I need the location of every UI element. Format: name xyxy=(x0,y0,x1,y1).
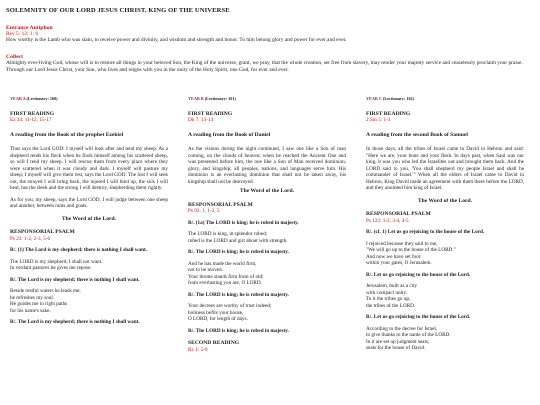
word-of-lord: The Word of the Lord. xyxy=(239,188,295,194)
first-reading-ref[interactable]: 2 Sm 5: 1-3 xyxy=(366,117,391,123)
first-reading-heading: FIRST READING xyxy=(366,110,411,117)
psalm-verse: Jerusalem, built as a city with compact unity. To it the tribes go up, the tribes of the LORD. xyxy=(366,283,418,309)
second-reading-ref[interactable]: Rv 1: 5-8 xyxy=(188,346,208,353)
year-a-label: YEAR A (Lectionary: 160) xyxy=(10,96,58,101)
psalm-response: R/. (cf. 1) Let us go rejoicing to the house of the Lord. xyxy=(366,229,485,235)
psalm-verse: Your decrees are worthy of trust indeed; holiness befits your house, O LORD, for length of days. xyxy=(188,303,272,322)
first-reading-heading: FIRST READING xyxy=(188,110,233,117)
reading-paragraph: In those days, all the tribes of Israel came to David in Hebron and said: "Here we are, your bone and your flesh. In days past, when Saul was our king, it was you who led the Israelites out and brought them back. And the LORD said to you, 'You shall shepherd my people Israel and shall be commander of Israel.'" When all the elders of Israel came to David in Hebron, King David made an agreement with them there before the LORD, and they anointed him king of Israel. xyxy=(366,146,524,191)
year-b-column xyxy=(188,96,346,353)
year-a-column xyxy=(10,96,168,326)
psalm-ref[interactable]: Ps 23: 1-2, 2-3, 5-6 xyxy=(10,235,51,242)
psalm-verse: According to the decree for Israel, to give thanks to the name of the LORD. In it are set up judgment seats, seats for the house of David. xyxy=(366,325,451,351)
psalm-response: R/. The Lord is my shepherd; there is nothing I shall want. xyxy=(10,319,140,325)
psalm-ref[interactable]: Ps 122: 1-2, 3-4, 4-5 xyxy=(366,217,409,224)
entrance-ref[interactable]: Rev 5: 12; 1: 6 xyxy=(6,31,39,37)
page-title: SOLEMNITY OF OUR LORD JESUS CHRIST, KING OF THE UNIVERSE xyxy=(6,7,230,14)
psalm-response: R/. The LORD is king; he is robed in majesty. xyxy=(188,327,289,334)
psalm-response: R/. The Lord is my shepherd; there is nothing I shall want. xyxy=(10,276,140,283)
psalm-heading: RESPONSORIAL PSALM xyxy=(10,229,75,235)
reading-title: A reading from the Book of the prophet Ezekiel xyxy=(10,131,124,138)
reading-paragraph: As for you, my sheep, says the Lord GOD, I will judge between one sheep and another, between rams and goats. xyxy=(10,196,168,209)
second-reading-heading: SECOND READING xyxy=(188,340,240,346)
collect-heading: Collect xyxy=(6,54,24,60)
first-reading-ref[interactable]: Dn 7: 13-14 xyxy=(188,117,214,123)
reading-paragraph: As the visions during the night continued, I saw one like a Son of man coming, on the clouds of heaven; when he reached the Ancient One and was presented before him, the one like a Son of Man received dominion, glory, and kingship; all peoples, nations, and languages serve him. His dominion is an everlasting dominion that shall not be taken away, his kingship shall not be destroyed. xyxy=(188,146,346,185)
psalm-verse: And he has made the world firm, not to be moved. Your throne stands firm from of old; from everlasting you are, O LORD. xyxy=(188,260,264,286)
year-c-column xyxy=(366,96,524,352)
psalm-response: R/. Let us go rejoicing to the house of the Lord. xyxy=(366,314,471,320)
psalm-verse: I rejoiced because they said to me, "We will go up to the house of the LORD." And now we have set foot within your gates, O Jerusalem. xyxy=(366,240,456,266)
psalm-response: R/. The LORD is king; he is robed in majesty. xyxy=(188,249,289,255)
collect-text: Almighty ever-living God, whose will is to restore all things in your beloved Son, the King of the universe, grant, we pray, that the whole creation, set free from slavery, may render your majesty service and ceaselessly proclaim your praise. Through our Lord Jesus Christ, your Son, who lives and reigns with you in the unity of the Holy Spirit, one God, for ever and ever. xyxy=(6,60,523,73)
psalm-ref[interactable]: Ps 93: 1, 1-2, 5 xyxy=(188,208,220,214)
psalm-response: R/. Let us go rejoicing to the house of the Lord. xyxy=(366,271,471,278)
year-c-label: YEAR C (Lectionary: 162) xyxy=(366,96,415,101)
word-of-lord: The Word of the Lord. xyxy=(61,215,117,222)
psalm-response: R/. The LORD is king; he is robed in majesty. xyxy=(188,291,289,298)
first-reading-ref[interactable]: Ez 34: 11-12, 15-17 xyxy=(10,117,52,123)
psalm-verse: Beside restful waters he leads me; he refreshes my soul. He guides me in right paths for his name's sake. xyxy=(10,288,81,314)
reading-title: A reading from the Book of Daniel xyxy=(188,131,271,138)
collect xyxy=(6,54,534,73)
year-b-label: YEAR B (Lectionary: 161) xyxy=(188,96,236,101)
entrance-heading: Entrance Antiphon xyxy=(6,25,53,31)
psalm-heading: RESPONSORIAL PSALM xyxy=(366,211,431,217)
reading-title: A reading from the second Book of Samuel xyxy=(366,131,468,138)
reading-paragraph: Thus says the Lord GOD: I myself will look after and tend my sheep. As a shepherd tends his flock when he finds himself among his scattered sheep, so will I tend my sheep. I will rescue them from every place where they were scattered when it was cloudy and dark. I myself will pasture my sheep; I myself will give them rest, says the Lord GOD. The lost I will seek out, the strayed I will bring back, the injured I will bind up, the sick I will heal, but the sleek and the strong I will destroy, shepherding them rightly. xyxy=(10,146,168,191)
word-of-lord: The Word of the Lord. xyxy=(417,197,473,204)
entrance-text: How worthy is the Lamb who was slain, to receive power and divinity, and wisdom and strength and honor. To him belong glory and power for ever and ever. xyxy=(6,37,347,43)
psalm-verse: The LORD is king, in splendor robed; robed is the LORD and girt about with strength. xyxy=(188,231,288,244)
psalm-response: R/. (1) The Lord is my shepherd; there is nothing I shall want. xyxy=(10,247,148,253)
first-reading-heading: FIRST READING xyxy=(10,110,55,117)
psalm-heading: RESPONSORIAL PSALM xyxy=(188,201,253,208)
entrance-antiphon xyxy=(6,25,534,44)
psalm-verse: The LORD is my shepherd; I shall not want. In verdant pastures he gives me repose. xyxy=(10,258,103,271)
psalm-response: R/. (1a) The LORD is king; he is robed in majesty. xyxy=(188,219,299,226)
